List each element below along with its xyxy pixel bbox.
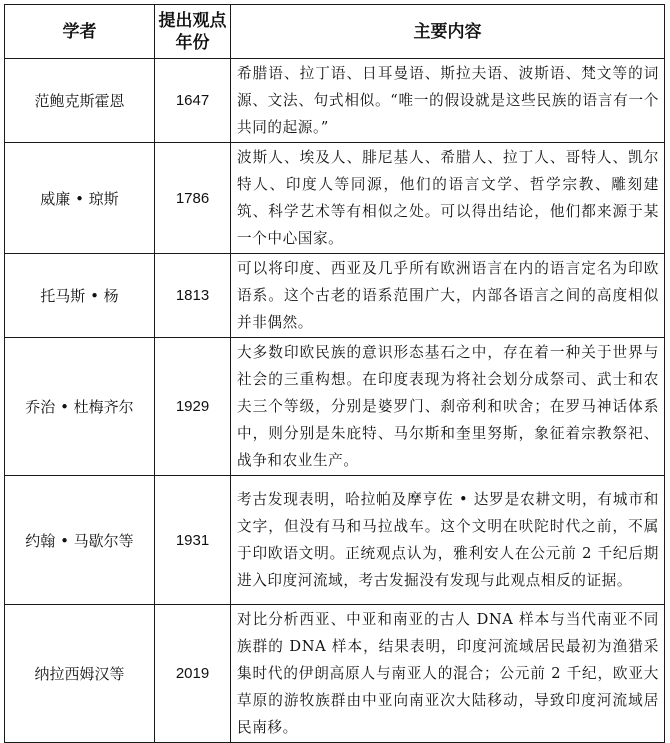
scholar-cell: 威廉 • 琼斯 <box>5 143 155 254</box>
content-cell: 大多数印欧民族的意识形态基石之中，存在着一种关于世界与社会的三重构想。在印度表现为将社会划分成祭司、武士和农夫三个等级，分别是婆罗门、刹帝利和吠舍；在罗马神话体系中，则分别是朱庇特、马尔斯和奎里努斯，象征着宗教祭祀、战争和农业生产。 <box>231 338 665 476</box>
year-cell: 2019 <box>155 605 231 743</box>
scholar-cell: 托马斯 • 杨 <box>5 254 155 338</box>
content-cell: 考古发现表明，哈拉帕及摩亨佐 • 达罗是农耕文明，有城市和文字，但没有马和马拉战车。这个文明在吠陀时代之前，不属于印欧语文明。正统观点认为，雅利安人在公元前 2 千纪后期进入印度河流域，考古发掘没有发现与此观点相反的证据。 <box>231 476 665 605</box>
table-row <box>5 59 665 143</box>
header-scholar: 学者 <box>5 5 155 59</box>
scholar-cell: 约翰 • 马歇尔等 <box>5 476 155 605</box>
year-cell: 1647 <box>155 59 231 143</box>
content-cell: 对比分析西亚、中亚和南亚的古人 DNA 样本与当代南亚不同族群的 DNA 样本，结果表明，印度河流域居民最初为渔猎采集时代的伊朗高原人与南亚人的混合；公元前 2 千纪，欧亚大草原的游牧族群由中亚向南亚次大陆移动，导致印度河流域居民南移。 <box>231 605 665 743</box>
scholar-cell: 范鲍克斯霍恩 <box>5 59 155 143</box>
year-cell: 1929 <box>155 338 231 476</box>
scholar-cell: 乔治 • 杜梅齐尔 <box>5 338 155 476</box>
year-cell: 1786 <box>155 143 231 254</box>
scholars-table <box>4 4 665 743</box>
header-content: 主要内容 <box>231 5 665 59</box>
year-cell: 1931 <box>155 476 231 605</box>
table-row <box>5 605 665 743</box>
content-cell: 波斯人、埃及人、腓尼基人、希腊人、拉丁人、哥特人、凯尔特人、印度人等同源，他们的语言文学、哲学宗教、雕刻建筑、科学艺术等有相似之处。可以得出结论，他们都来源于某一个中心国家。 <box>231 143 665 254</box>
table-row <box>5 476 665 605</box>
content-cell: 希腊语、拉丁语、日耳曼语、斯拉夫语、波斯语、梵文等的词源、文法、句式相似。“唯一的假设就是这些民族的语言有一个共同的起源。” <box>231 59 665 143</box>
table-row <box>5 254 665 338</box>
scholar-cell: 纳拉西姆汉等 <box>5 605 155 743</box>
year-cell: 1813 <box>155 254 231 338</box>
table-row <box>5 143 665 254</box>
header-row <box>5 5 665 59</box>
content-cell: 可以将印度、西亚及几乎所有欧洲语言在内的语言定名为印欧语系。这个古老的语系范围广大，内部各语言之间的高度相似并非偶然。 <box>231 254 665 338</box>
table-row <box>5 338 665 476</box>
header-year: 提出观点年份 <box>155 5 231 59</box>
